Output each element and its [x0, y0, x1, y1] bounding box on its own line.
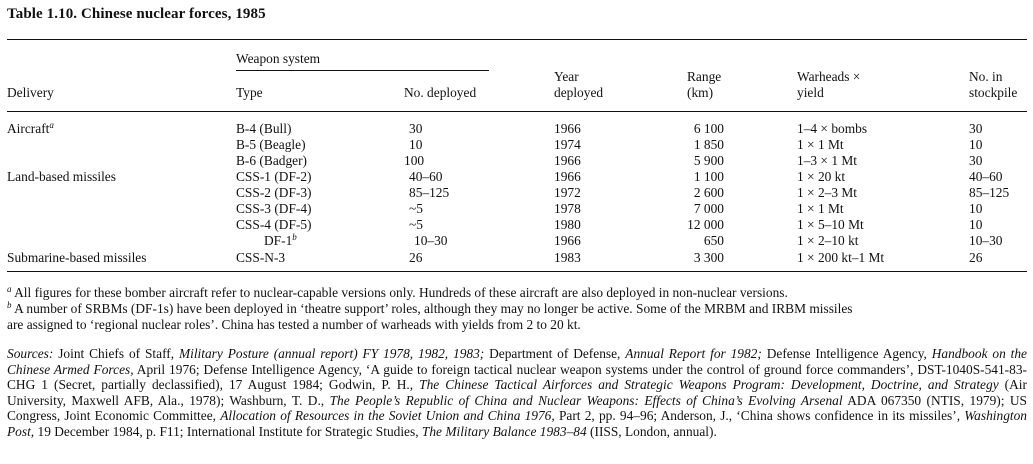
bottom-rule — [7, 271, 1027, 272]
row-9-range: 3 300 — [693, 250, 724, 265]
top-rule — [7, 39, 1027, 40]
header-stockpile-line2: stockpile — [969, 85, 1018, 100]
sources-segment: Allocation of Resources in the Soviet Union and China 1976, — [220, 408, 555, 424]
row-3-year: 1966 — [554, 153, 581, 168]
row-6-type: CSS-3 (DF-4) — [236, 201, 312, 216]
row-8-deployed: 10–30 — [414, 233, 448, 248]
row-1-delivery: Aircraft$^a$ — [7, 120, 54, 136]
footnote-b-label: b — [7, 300, 12, 310]
row-2-warheads: 1 × 1 Mt — [797, 137, 844, 152]
row-7-type: CSS-4 (DF-5) — [236, 217, 312, 232]
row-4-range: 1 100 — [693, 169, 724, 184]
row-9-delivery: Submarine-based missiles — [7, 250, 147, 265]
row-5-range: 2 600 — [693, 185, 724, 200]
sources-segment: April 1976; Defense Intelligence Agency, ‘A guide to foreign tactical nuclear weapon systems under the control of ground force commanders’, DST-1040S-541-83-CHG 1 (Secret, partially declassified), 17 August 1984; Godwin, P. H., — [7, 361, 1027, 393]
row-8-type: DF-1$^b$ — [264, 232, 297, 248]
sources-segment: Defense Intelligence Agency, — [761, 346, 932, 361]
footnote-a: $^a$ All figures for these bomber aircraft refer to nuclear-capable versions only. Hundreds of these aircraft are also deployed in non-nuclear versions. — [7, 284, 788, 300]
sources-segment: Sources: — [7, 346, 54, 361]
sources-segment: The People’s Republic of China and Nuclear Weapons: Effects of China’s Evolving Arsenal — [329, 392, 843, 408]
sources-segment: ADA 067350 (NTIS, 1979); US Congress, Joint Economic Committee, — [7, 392, 1027, 424]
header-stockpile-line1: No. in — [969, 69, 1003, 84]
row-5-year: 1972 — [554, 185, 581, 200]
row-3-deployed: 100 — [404, 153, 425, 168]
sources-segment: Handbook on the Chinese Armed Forces, — [7, 346, 1027, 377]
row-5-warheads: 1 × 2–3 Mt — [797, 185, 858, 200]
row-9-warheads: 1 × 200 kt–1 Mt — [797, 250, 885, 265]
row-6-warheads: 1 × 1 Mt — [797, 201, 844, 216]
header-no-deployed: No. deployed — [404, 85, 477, 100]
row-6-stockpile: 10 — [969, 201, 983, 216]
row-5-stockpile: 85–125 — [969, 185, 1010, 200]
row-2-type: B-5 (Beagle) — [236, 137, 306, 152]
footnote-b-marker: b — [292, 232, 297, 242]
header-delivery: Delivery — [7, 85, 54, 100]
row-5-type: CSS-2 (DF-3) — [236, 185, 312, 200]
sources-segment: (Air University, Maxwell AFB, Ala., 1978); Washburn, T. D., — [7, 377, 1027, 408]
weapon-system-rule — [236, 70, 489, 71]
header-rule — [7, 111, 1027, 112]
sources-segment: (IISS, London, annual). — [586, 423, 717, 439]
footnote-a-marker: a — [49, 120, 54, 130]
header-weapon-system: Weapon system — [236, 51, 321, 66]
row-1-range: 6 100 — [693, 121, 724, 136]
row-9-stockpile: 26 — [969, 250, 983, 265]
header-year-line1: Year — [554, 69, 579, 84]
row-2-year: 1974 — [554, 137, 581, 152]
row-7-deployed: ~5 — [409, 217, 423, 232]
sources-segment: Annual Report for 1982; — [625, 346, 762, 361]
header-range-line2: (km) — [687, 85, 714, 100]
row-9-deployed: 26 — [409, 250, 423, 265]
sources-segment: The Military Balance 1983–84 — [421, 423, 587, 439]
row-4-warheads: 1 × 20 kt — [797, 169, 846, 184]
row-5-deployed: 85–125 — [409, 185, 450, 200]
table-title: Table 1.10. Chinese nuclear forces, 1985 — [7, 6, 266, 22]
footnote-b: $^b$ A number of SRBMs (DF-1s) have been deployed in ‘theatre support’ roles, although they may no longer be active. Some of the MRBM and IRBM missiles — [7, 300, 853, 316]
row-8-stockpile: 10–30 — [969, 233, 1003, 248]
row-6-year: 1978 — [554, 201, 581, 216]
row-8-range: 650 — [703, 233, 724, 248]
row-9-type: CSS-N-3 — [236, 250, 286, 265]
row-8-year: 1966 — [554, 233, 581, 248]
row-4-deployed: 40–60 — [409, 169, 443, 184]
header-year-line2: deployed — [554, 85, 604, 100]
header-warheads-line2: yield — [797, 85, 824, 100]
header-warheads-line1: Warheads × — [797, 69, 861, 84]
row-6-range: 7 000 — [693, 201, 724, 216]
sources-segment: The Chinese Tactical Airforces and Strategic Weapons Program: Development, Doctrine, and Strategy — [419, 377, 999, 393]
sources-segment: Military Posture (annual report) FY 1978, 1982, 1983; — [178, 346, 485, 361]
row-3-type: B-6 (Badger) — [236, 153, 308, 168]
row-3-warheads: 1–3 × 1 Mt — [797, 153, 858, 168]
header-type: Type — [236, 85, 263, 100]
row-6-deployed: ~5 — [409, 201, 423, 216]
row-9-year: 1983 — [554, 250, 581, 265]
row-7-range: 12 000 — [687, 217, 724, 232]
footnote-a-label: a — [7, 284, 12, 294]
row-4-delivery: Land-based missiles — [7, 169, 116, 184]
row-2-stockpile: 10 — [969, 137, 983, 152]
row-3-stockpile: 30 — [969, 153, 983, 168]
row-7-year: 1980 — [554, 217, 581, 232]
sources-segment: Washington Post, — [7, 408, 1027, 439]
row-3-range: 5 900 — [693, 153, 724, 168]
row-1-type: B-4 (Bull) — [236, 121, 292, 136]
row-1-stockpile: 30 — [969, 121, 983, 136]
header-range-line1: Range — [687, 69, 722, 84]
row-4-stockpile: 40–60 — [969, 169, 1003, 184]
row-4-type: CSS-1 (DF-2) — [236, 169, 312, 184]
sources-segment: 19 December 1984, p. F11; International Institute for Strategic Studies, — [34, 423, 422, 439]
row-7-stockpile: 10 — [969, 217, 983, 232]
footnote-b-continued: are assigned to ‘regional nuclear roles’. China has tested a number of warheads with yields from 2 to 20 kt. — [7, 317, 581, 332]
sources-segment: Part 2, pp. 94–96; Anderson, J., ‘China shows confidence in its missiles’, — [554, 408, 965, 424]
row-1-year: 1966 — [554, 121, 581, 136]
row-1-deployed: 30 — [409, 121, 423, 136]
row-2-deployed: 10 — [409, 137, 423, 152]
sources-paragraph — [7, 346, 1027, 440]
row-7-warheads: 1 × 5–10 Mt — [797, 217, 864, 232]
row-2-range: 1 850 — [693, 137, 724, 152]
row-1-warheads: 1–4 × bombs — [797, 121, 868, 136]
row-8-warheads: 1 × 2–10 kt — [797, 233, 859, 248]
row-4-year: 1966 — [554, 169, 581, 184]
sources-segment: Department of Defense, — [484, 346, 626, 361]
sources-segment: Joint Chiefs of Staff, — [53, 346, 179, 361]
